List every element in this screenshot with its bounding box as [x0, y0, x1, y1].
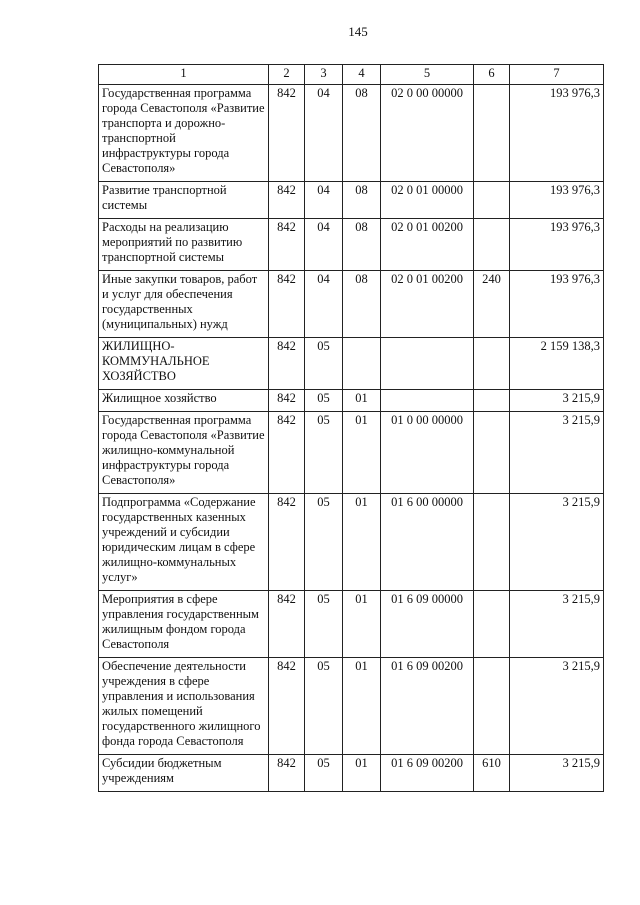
row-section-code: 05: [305, 390, 343, 412]
row-name: Подпрограмма «Содержание государственных казенных учреждений и субсидии юридическим лицам в сфере жилищно-коммунальных услуг»: [99, 494, 269, 591]
header-col-1: 1: [99, 65, 269, 85]
row-section-code: 05: [305, 591, 343, 658]
row-amount: 3 215,9: [510, 591, 604, 658]
row-amount: 193 976,3: [510, 182, 604, 219]
row-subsection-code: 01: [343, 658, 381, 755]
row-subsection-code: 08: [343, 182, 381, 219]
row-amount: 2 159 138,3: [510, 338, 604, 390]
row-subsection-code: 08: [343, 271, 381, 338]
row-amount: 193 976,3: [510, 85, 604, 182]
row-section-code: 05: [305, 658, 343, 755]
row-name: Мероприятия в сфере управления государственным жилищным фондом города Севастополя: [99, 591, 269, 658]
row-expense-type: [474, 85, 510, 182]
row-amount: 3 215,9: [510, 658, 604, 755]
table-row: [99, 219, 604, 271]
row-subsection-code: 01: [343, 494, 381, 591]
row-expense-type: [474, 338, 510, 390]
row-ministry-code: 842: [269, 85, 305, 182]
row-subsection-code: 08: [343, 85, 381, 182]
row-section-code: 04: [305, 182, 343, 219]
row-name: Обеспечение деятельности учреждения в сфере управления и использования жилых помещений государственного жилищного фонда города Севастополя: [99, 658, 269, 755]
row-ministry-code: 842: [269, 755, 305, 792]
row-name: Развитие транспортной системы: [99, 182, 269, 219]
row-name: Жилищное хозяйство: [99, 390, 269, 412]
row-name: Субсидии бюджетным учреждениям: [99, 755, 269, 792]
header-col-3: 3: [305, 65, 343, 85]
row-amount: 3 215,9: [510, 390, 604, 412]
row-amount: 3 215,9: [510, 755, 604, 792]
row-target-code: 02 0 01 00200: [381, 271, 474, 338]
row-name: Государственная программа города Севастополя «Развитие транспорта и дорожно-транспортной инфраструктуры города Севастополя»: [99, 85, 269, 182]
table-row: [99, 658, 604, 755]
row-section-code: 05: [305, 494, 343, 591]
row-target-code: 01 6 09 00200: [381, 755, 474, 792]
row-amount: 3 215,9: [510, 412, 604, 494]
table-row: [99, 591, 604, 658]
row-ministry-code: 842: [269, 390, 305, 412]
row-expense-type: 610: [474, 755, 510, 792]
header-col-2: 2: [269, 65, 305, 85]
row-amount: 193 976,3: [510, 271, 604, 338]
row-expense-type: [474, 412, 510, 494]
row-section-code: 05: [305, 412, 343, 494]
row-target-code: 01 0 00 00000: [381, 412, 474, 494]
header-col-5: 5: [381, 65, 474, 85]
row-ministry-code: 842: [269, 412, 305, 494]
row-ministry-code: 842: [269, 658, 305, 755]
row-subsection-code: 08: [343, 219, 381, 271]
row-ministry-code: 842: [269, 591, 305, 658]
page-number: 145: [348, 24, 368, 39]
row-ministry-code: 842: [269, 182, 305, 219]
row-section-code: 05: [305, 338, 343, 390]
row-amount: 3 215,9: [510, 494, 604, 591]
table-row: [99, 494, 604, 591]
row-subsection-code: 01: [343, 412, 381, 494]
row-target-code: 01 6 00 00000: [381, 494, 474, 591]
row-subsection-code: [343, 338, 381, 390]
row-name: Иные закупки товаров, работ и услуг для обеспечения государственных (муниципальных) нужд: [99, 271, 269, 338]
table-row: [99, 85, 604, 182]
row-ministry-code: 842: [269, 494, 305, 591]
row-target-code: [381, 390, 474, 412]
table-row: [99, 755, 604, 792]
budget-table: [98, 64, 604, 792]
row-section-code: 04: [305, 271, 343, 338]
table-row: [99, 271, 604, 338]
row-name: Государственная программа города Севастополя «Развитие жилищно-коммунальной инфраструктуры города Севастополя»: [99, 412, 269, 494]
row-section-code: 04: [305, 219, 343, 271]
row-subsection-code: 01: [343, 755, 381, 792]
header-col-4: 4: [343, 65, 381, 85]
row-target-code: [381, 338, 474, 390]
table-row: [99, 182, 604, 219]
row-name: Расходы на реализацию мероприятий по развитию транспортной системы: [99, 219, 269, 271]
row-expense-type: 240: [474, 271, 510, 338]
row-expense-type: [474, 591, 510, 658]
row-target-code: 01 6 09 00000: [381, 591, 474, 658]
table-row: [99, 390, 604, 412]
row-ministry-code: 842: [269, 338, 305, 390]
row-expense-type: [474, 494, 510, 591]
row-expense-type: [474, 390, 510, 412]
header-col-7: 7: [510, 65, 604, 85]
table-row: [99, 412, 604, 494]
row-expense-type: [474, 182, 510, 219]
header-row: [99, 65, 604, 85]
row-target-code: 02 0 01 00200: [381, 219, 474, 271]
row-section-code: 04: [305, 85, 343, 182]
row-section-code: 05: [305, 755, 343, 792]
row-subsection-code: 01: [343, 390, 381, 412]
row-name: ЖИЛИЩНО-КОММУНАЛЬНОЕ ХОЗЯЙСТВО: [99, 338, 269, 390]
row-ministry-code: 842: [269, 219, 305, 271]
row-subsection-code: 01: [343, 591, 381, 658]
header-col-6: 6: [474, 65, 510, 85]
row-expense-type: [474, 219, 510, 271]
row-target-code: 02 0 01 00000: [381, 182, 474, 219]
row-target-code: 01 6 09 00200: [381, 658, 474, 755]
row-target-code: 02 0 00 00000: [381, 85, 474, 182]
row-amount: 193 976,3: [510, 219, 604, 271]
table-row: [99, 338, 604, 390]
row-ministry-code: 842: [269, 271, 305, 338]
row-expense-type: [474, 658, 510, 755]
